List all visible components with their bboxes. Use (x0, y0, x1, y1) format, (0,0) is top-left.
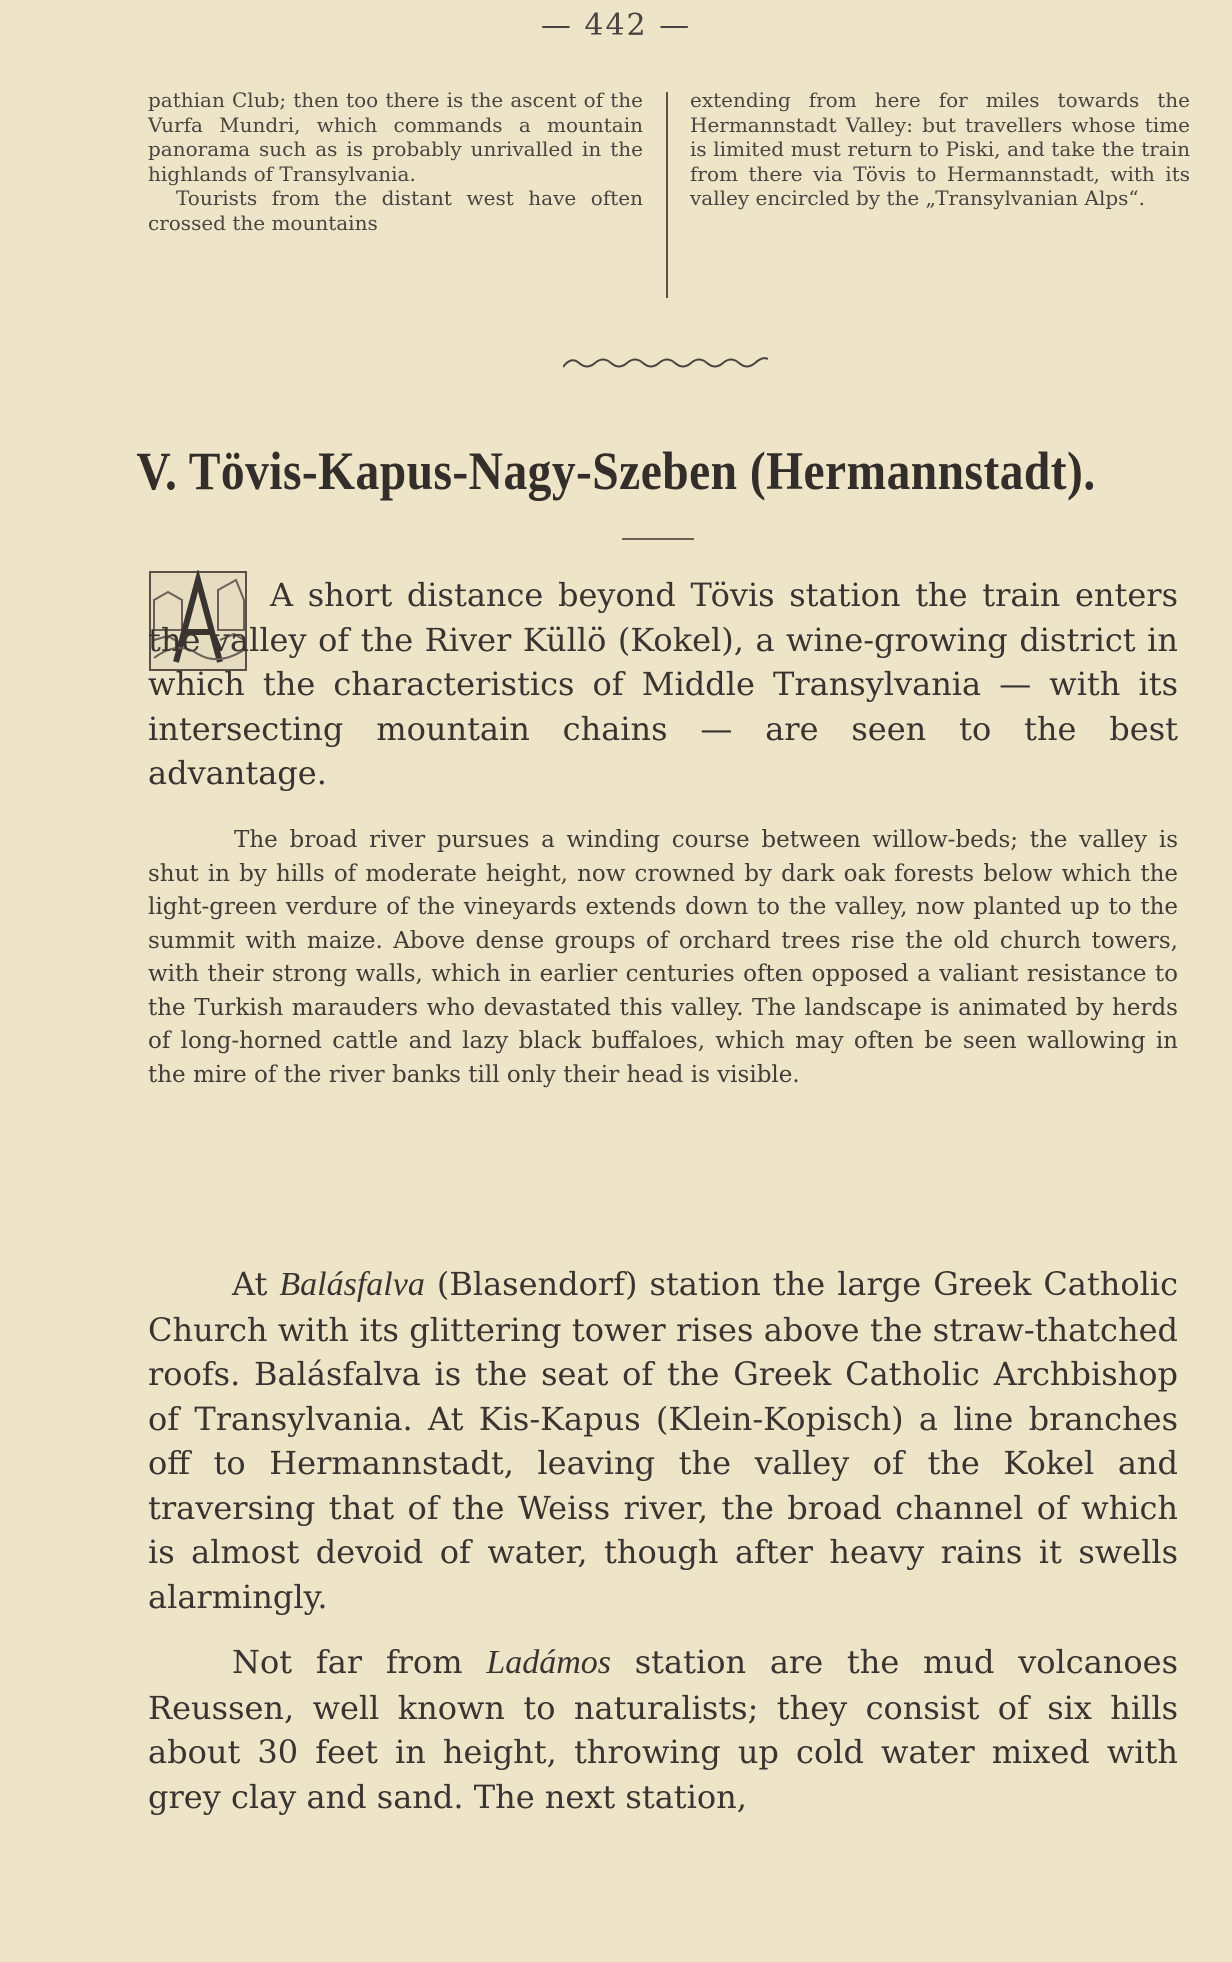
title-rule (622, 538, 694, 540)
left-column (148, 88, 643, 235)
left-column-paragraph: pathian Club; then too there is the ascent of the Vurfa Mundri, which commands a mountain panorama such as is probably unrivalled in the highlands of Transylvania. (148, 88, 643, 186)
text-run: (Blasendorf) station the large Greek Catholic Church with its glittering tower rises above the straw-thatched roofs. Balásfalva is the seat of the Greek Catholic Archbishop of Transylvania. At Kis-Kapus (Klein-Kopisch) a line branches off to Hermannstadt, leaving the valley of the Kokel and traversing that of the Weiss river, the broad channel of which is almost devoid of water, though after heavy rains it swells alarmingly. (148, 1265, 1179, 1616)
right-column-paragraph: extending from here for miles towards the Hermannstadt Valley: but travellers whose time is limited must return to Piski, and take the train from there via Tövis to Hermannstadt, with its valley encircled by the „Transylvanian Alps“. (690, 88, 1190, 210)
paragraph-intro: A short distance beyond Tövis station the train enters the valley of the River Küllö (Kokel), a wine-growing district in which the characteristics of Middle Transylvania — with its intersecting mountain chains — are seen to the best advantage. (148, 576, 1178, 792)
text-run: station are the mud volcanoes Reussen, well known to naturalists; they consist of six hills about 30 feet in height, throwing up cold water mixed with grey clay and sand. The next station, (148, 1643, 1179, 1816)
left-column-paragraph: Tourists from the distant west have often crossed the mountains (148, 186, 643, 235)
wave-ornament (563, 352, 768, 374)
paragraph-landscape: The broad river pursues a winding course between willow-beds; the valley is shut in by hills of moderate height, now crowned by dark oak forests below which the light-green verdure of the vineyards extends down to the valley, now planted up to the summit with maize. Above dense groups of orchard trees rise the old church towers, with their strong walls, which in earlier centuries often opposed a valiant resistance to the Turkish marauders who devastated this valley. The landscape is animated by herds of long-horned cattle and lazy black buffaloes, which may often be seen wallowing in the mire of the river banks till only their head is visible. (148, 827, 1178, 1088)
page-number: — 442 — (540, 8, 692, 43)
column-divider (666, 92, 668, 298)
text-run: Not far from (232, 1643, 487, 1681)
right-column (690, 88, 1190, 211)
place-name: Balásfalva (279, 1266, 425, 1303)
text-run: At (232, 1265, 280, 1303)
place-name: Ladámos (486, 1644, 612, 1681)
paragraph-balasfalva (148, 1262, 1178, 1619)
paragraph-ladamos (148, 1640, 1178, 1819)
chapter-title: V. Tövis-Kapus-Nagy-Szeben (Hermannstadt). (136, 441, 1096, 501)
